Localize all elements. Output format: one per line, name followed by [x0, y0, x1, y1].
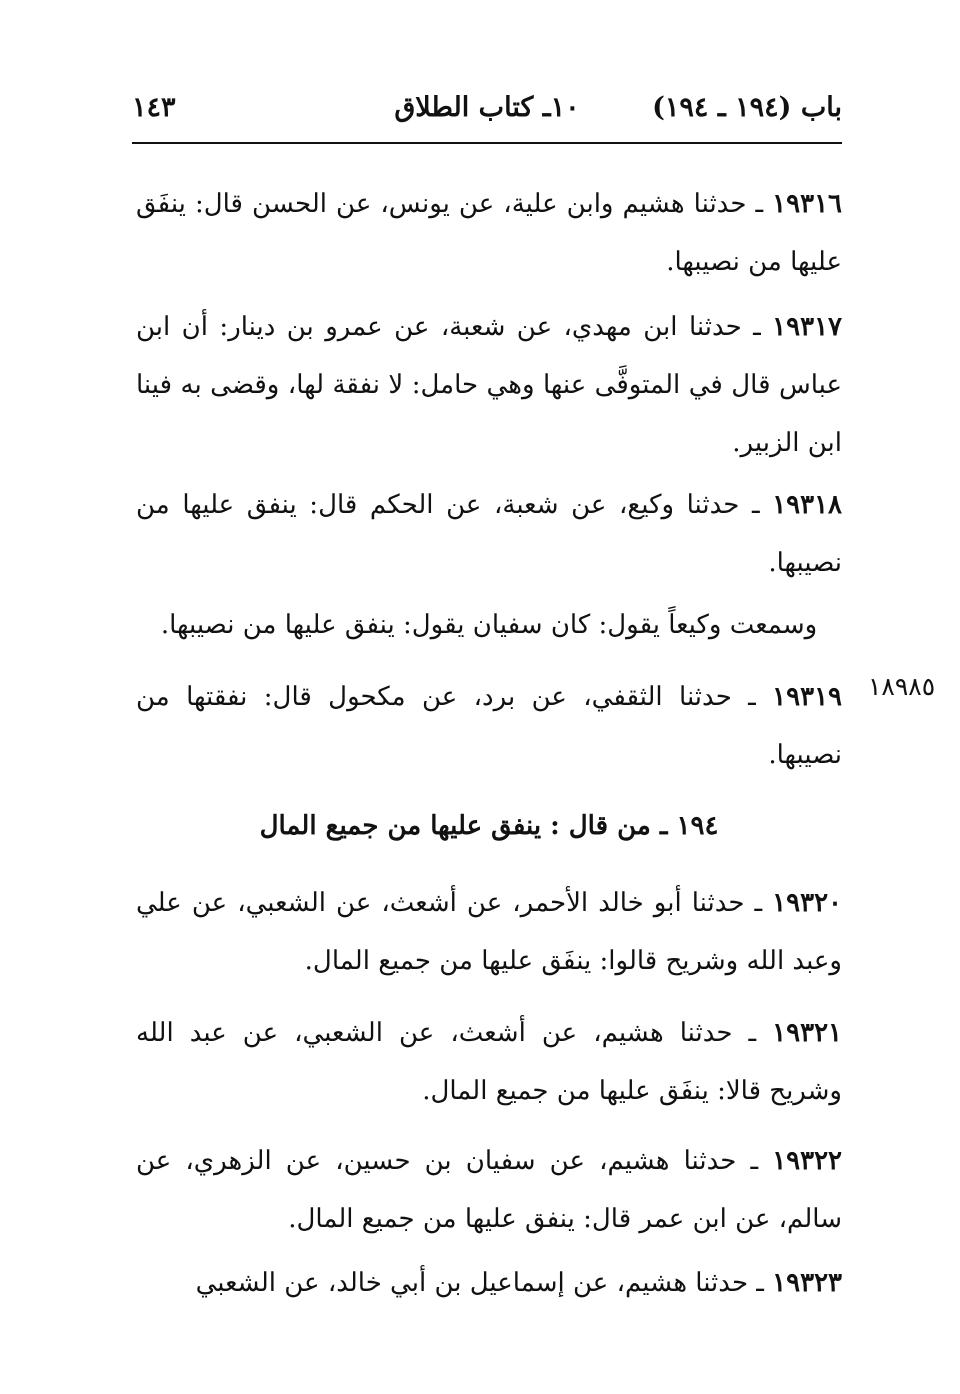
entry-19322	[136, 1132, 842, 1248]
entry-text: ـ حدثنا وكيع، عن شعبة، عن الحكم قال: ينفق عليها من نصيبها.	[136, 490, 842, 578]
entry-text: ـ حدثنا هشيم، عن سفيان بن حسين، عن الزهري، عن سالم، عن ابن عمر قال: ينفق عليها من جميع المال.	[136, 1146, 842, 1234]
entry-text: ـ حدثنا هشيم، عن إسماعيل بن أبي خالد، عن الشعبي	[195, 1268, 764, 1298]
entry-number: ١٩٣١٦	[772, 189, 842, 219]
margin-reference: ١٨٩٨٥	[868, 672, 936, 701]
entry-19323	[136, 1254, 842, 1312]
entry-number: ١٩٣١٧	[772, 312, 842, 342]
chapter-label: باب (١٩٤ ـ ١٩٤)	[652, 92, 842, 123]
entry-19319	[136, 668, 842, 784]
entry-number: ١٩٣٢٢	[772, 1146, 843, 1176]
entry-text: ـ حدثنا هشيم، عن أشعث، عن الشعبي، عن عبد الله وشريح قالا: ينفَق عليها من جميع المال.	[136, 1018, 842, 1106]
entry-text: ـ حدثنا هشيم وابن علية، عن يونس، عن الحسن قال: ينفَق عليها من نصيبها.	[136, 189, 842, 277]
entry-text: ـ حدثنا أبو خالد الأحمر، عن أشعث، عن الشعبي، عن علي وعبد الله وشريح قالوا: ينفَق عليها من جميع المال.	[136, 888, 842, 976]
page-number: ١٤٣	[132, 92, 176, 123]
entry-19317	[136, 298, 842, 472]
entry-number: ١٩٣٢٠	[772, 888, 842, 918]
running-header	[132, 92, 842, 136]
entry-19316	[136, 175, 842, 291]
entry-number: ١٩٣١٩	[772, 682, 842, 712]
entry-text: وسمعت وكيعاً يقول: كان سفيان يقول: ينفق عليها من نصيبها.	[160, 610, 818, 640]
entry-19321	[136, 1004, 842, 1120]
entry-19318	[136, 476, 842, 592]
entry-number: ١٩٣٢١	[772, 1018, 842, 1048]
entry-number: ١٩٣٢٣	[772, 1268, 842, 1298]
entry-text: ـ حدثنا الثقفي، عن برد، عن مكحول قال: نفقتها من نصيبها.	[136, 682, 842, 770]
note-paragraph	[136, 596, 842, 654]
section-heading: ١٩٤ ـ من قال : ينفق عليها من جميع المال	[259, 811, 719, 841]
header-rule	[132, 142, 842, 144]
entry-19320	[136, 874, 842, 990]
entry-number: ١٩٣١٨	[772, 490, 843, 520]
entry-text: ـ حدثنا ابن مهدي، عن شعبة، عن عمرو بن دينار: أن ابن عباس قال في المتوفَّى عنها وهي حامل: لا نفقة لها، وقضى به فينا ابن الزبير.	[136, 312, 842, 458]
book-title: ١٠ـ كتاب الطلاق	[394, 92, 580, 123]
